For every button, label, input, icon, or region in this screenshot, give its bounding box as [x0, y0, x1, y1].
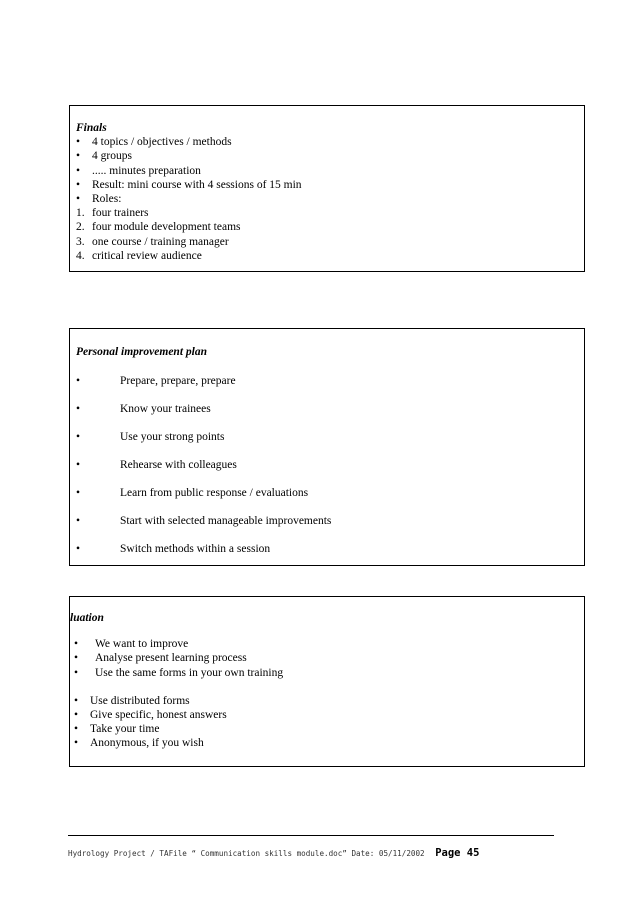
list-item — [76, 164, 584, 178]
list-item — [76, 486, 584, 514]
list-item-text: Roles: — [92, 193, 122, 206]
list-item-text: Switch methods within a session — [120, 543, 271, 556]
bullet-icon: • — [76, 136, 81, 149]
list-item-text: Take your time — [90, 723, 160, 736]
list-item — [76, 430, 584, 458]
list-item-text: Analyse present learning process — [95, 652, 247, 665]
list-item-text: Use distributed forms — [90, 694, 190, 707]
bullet-icon: • — [76, 150, 81, 163]
finals-box — [69, 105, 585, 272]
list-item-text: critical review audience — [92, 249, 202, 262]
improvement-plan-box — [69, 328, 585, 566]
bullet-icon: • — [76, 515, 81, 528]
list-item — [76, 149, 584, 163]
bullet-icon: • — [74, 737, 79, 750]
list-item — [76, 135, 584, 149]
list-item — [70, 666, 584, 680]
item-number: 1. — [76, 207, 85, 220]
bullet-icon: • — [76, 403, 81, 416]
list-item — [76, 542, 584, 570]
list-item — [76, 458, 584, 486]
footer-text: Hydrology Project / TAFile “ Communication skills module.doc” Date: 05/11/2002 — [68, 849, 425, 858]
bullet-icon: • — [76, 193, 81, 206]
list-item — [76, 402, 584, 430]
list-item-text: We want to improve — [95, 638, 189, 651]
list-item — [76, 192, 584, 206]
list-item-text: one course / training manager — [92, 235, 229, 248]
numbered-item — [76, 206, 584, 220]
page-footer — [68, 847, 554, 859]
bullet-icon: • — [74, 694, 79, 707]
list-item-text: Use the same forms in your own training — [95, 666, 284, 679]
bullet-icon: • — [74, 723, 79, 736]
list-item-text: Prepare, prepare, prepare — [120, 375, 236, 388]
list-item-text: Use your strong points — [120, 431, 225, 444]
numbered-item — [76, 235, 584, 249]
list-item — [76, 514, 584, 542]
bullet-icon: • — [74, 709, 79, 722]
numbered-item — [76, 249, 584, 263]
list-item-text: Learn from public response / evaluations — [120, 487, 309, 500]
bullet-icon: • — [74, 652, 79, 665]
bullet-icon: • — [74, 638, 79, 651]
bullet-icon: • — [74, 666, 79, 679]
list-item — [70, 722, 584, 736]
bullet-icon: • — [76, 375, 81, 388]
list-item-text: ..... minutes preparation — [92, 164, 201, 177]
item-number: 4. — [76, 249, 85, 262]
list-item — [76, 178, 584, 192]
list-item — [70, 637, 584, 651]
improvement-plan-title: Personal improvement plan — [76, 346, 207, 358]
item-number: 2. — [76, 221, 85, 234]
footer-divider — [68, 835, 554, 836]
bullet-icon: • — [76, 459, 81, 472]
list-item-text: Rehearse with colleagues — [120, 459, 237, 472]
list-item-text: Give specific, honest answers — [90, 709, 227, 722]
list-item-text: 4 groups — [92, 150, 132, 163]
list-item-text: 4 topics / objectives / methods — [92, 136, 232, 149]
numbered-item — [76, 220, 584, 234]
finals-title: Finals — [76, 122, 107, 134]
item-number: 3. — [76, 235, 85, 248]
list-item — [70, 708, 584, 722]
bullet-icon: • — [76, 178, 81, 191]
bullet-icon: • — [76, 431, 81, 444]
list-item — [76, 374, 584, 402]
list-item — [70, 651, 584, 665]
list-item-text: Start with selected manageable improvements — [120, 515, 332, 528]
bullet-icon: • — [76, 543, 81, 556]
list-item — [70, 694, 584, 708]
list-item — [70, 736, 584, 750]
list-item-text: Anonymous, if you wish — [90, 737, 204, 750]
list-item-text: four module development teams — [92, 221, 241, 234]
page-number: Page 45 — [435, 847, 480, 859]
spacer — [70, 680, 584, 694]
bullet-icon: • — [76, 164, 81, 177]
bullet-icon: • — [76, 487, 81, 500]
evaluation-box — [69, 596, 585, 767]
list-item-text: Result: mini course with 4 sessions of 15 min — [92, 178, 302, 191]
list-item-text: four trainers — [92, 207, 149, 220]
list-item-text: Know your trainees — [120, 403, 211, 416]
evaluation-title: luation — [70, 612, 104, 624]
